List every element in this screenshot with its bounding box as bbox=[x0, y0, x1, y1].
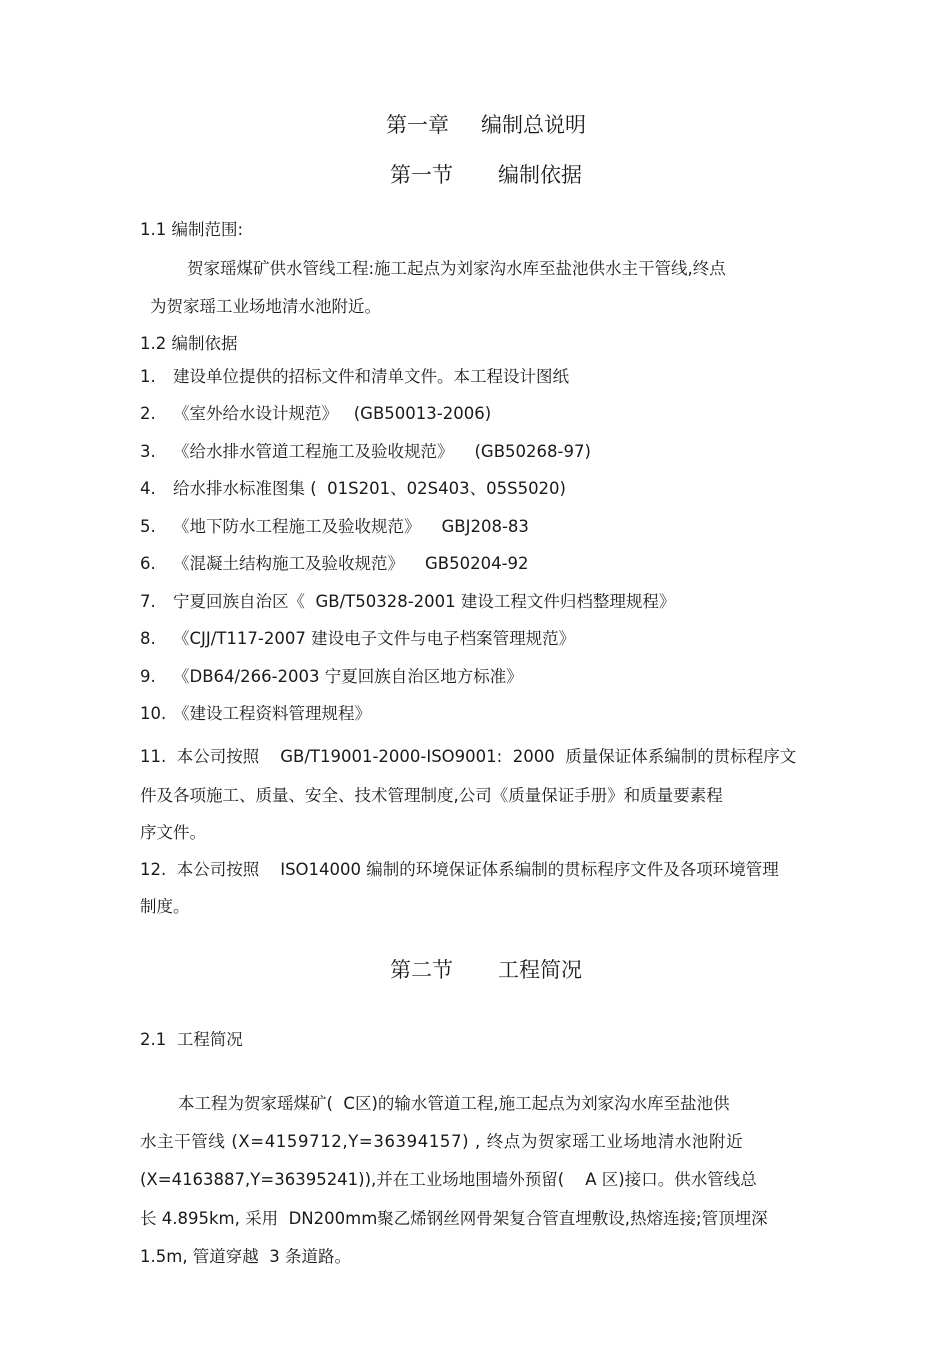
list-item-number: 8. bbox=[140, 629, 156, 648]
scope-heading: 1.1 编制范围: bbox=[140, 220, 244, 239]
section-heading-2 bbox=[390, 960, 582, 981]
overview-line: 本工程为贺家瑶煤矿( C区)的输水管道工程,施工起点为刘家沟水库至盐池供 bbox=[178, 1094, 730, 1113]
scope-paragraph-line: 贺家瑶煤矿供水管线工程:施工起点为刘家沟水库至盐池供水主干管线,终点 bbox=[187, 259, 726, 278]
overview-line: 1.5m, 管道穿越 3 条道路。 bbox=[140, 1247, 352, 1266]
chapter-heading bbox=[386, 115, 586, 136]
list-item bbox=[140, 369, 569, 386]
list-item-12-line: 制度。 bbox=[140, 897, 190, 916]
section-heading-1 bbox=[390, 165, 582, 186]
list-item-11-line: 序文件。 bbox=[140, 823, 206, 842]
list-item-text: 《地下防水工程施工及验收规范》 GBJ208-83 bbox=[173, 517, 529, 536]
list-item bbox=[140, 594, 675, 611]
list-item-number: 10. bbox=[140, 704, 167, 723]
list-item bbox=[140, 631, 575, 648]
list-item-number: 3. bbox=[140, 442, 156, 461]
list-item-number: 1. bbox=[140, 367, 156, 386]
overview-line: 水主干管线 (X=4159712,Y=36394157) , 终点为贺家瑶工业场地清水池附近 bbox=[140, 1132, 744, 1151]
chapter-title: 编制总说明 bbox=[481, 113, 586, 137]
list-item-11-line: 11. 本公司按照 GB/T19001-2000-ISO9001: 2000 质量保证体系编制的贯标程序文 bbox=[140, 747, 797, 766]
list-item bbox=[140, 556, 529, 573]
scope-paragraph-line: 为贺家瑶工业场地清水池附近。 bbox=[150, 297, 381, 316]
list-item-number: 6. bbox=[140, 554, 156, 573]
list-item-number: 5. bbox=[140, 517, 156, 536]
basis-heading: 1.2 编制依据 bbox=[140, 334, 238, 353]
section-title: 工程简况 bbox=[498, 958, 582, 982]
chapter-number: 第一章 bbox=[386, 113, 449, 137]
overview-heading: 2.1 工程简况 bbox=[140, 1030, 243, 1049]
section-number: 第二节 bbox=[390, 958, 453, 982]
list-item bbox=[140, 669, 523, 686]
list-item-text: 《给水排水管道工程施工及验收规范》 (GB50268-97) bbox=[173, 442, 591, 461]
overview-line: 长 4.895km, 采用 DN200mm聚乙烯钢丝网骨架复合管直埋敷设,热熔连接;管顶埋深 bbox=[140, 1209, 768, 1228]
list-item bbox=[140, 444, 591, 461]
list-item-text: 《建设工程资料管理规程》 bbox=[173, 704, 371, 723]
list-item bbox=[140, 519, 529, 536]
list-item-text: 建设单位提供的招标文件和清单文件。本工程设计图纸 bbox=[173, 367, 569, 386]
list-item-text: 《CJJ/T117-2007 建设电子文件与电子档案管理规范》 bbox=[173, 629, 576, 648]
list-item-text: 给水排水标准图集 ( 01S201、02S403、05S5020) bbox=[173, 479, 566, 498]
list-item-12-line: 12. 本公司按照 ISO14000 编制的环境保证体系编制的贯标程序文件及各项环境管理 bbox=[140, 860, 779, 879]
list-item-number: 7. bbox=[140, 592, 156, 611]
list-item-11-line: 件及各项施工、质量、安全、技术管理制度,公司《质量保证手册》和质量要素程 bbox=[140, 786, 723, 805]
list-item-text: 《混凝土结构施工及验收规范》 GB50204-92 bbox=[173, 554, 529, 573]
list-item-text: 《室外给水设计规范》 (GB50013-2006) bbox=[173, 404, 492, 423]
list-item-number: 4. bbox=[140, 479, 156, 498]
list-item bbox=[140, 481, 566, 498]
list-item bbox=[140, 406, 491, 423]
section-title: 编制依据 bbox=[498, 163, 582, 187]
section-number: 第一节 bbox=[390, 163, 453, 187]
overview-line: (X=4163887,Y=36395241)),并在工业场地围墙外预留( A 区)接口。供水管线总 bbox=[140, 1170, 757, 1189]
list-item bbox=[140, 706, 371, 723]
list-item-text: 宁夏回族自治区《 GB/T50328-2001 建设工程文件归档整理规程》 bbox=[173, 592, 676, 611]
list-item-text: 《DB64/266-2003 宁夏回族自治区地方标准》 bbox=[173, 667, 523, 686]
list-item-number: 2. bbox=[140, 404, 156, 423]
list-item-number: 9. bbox=[140, 667, 156, 686]
